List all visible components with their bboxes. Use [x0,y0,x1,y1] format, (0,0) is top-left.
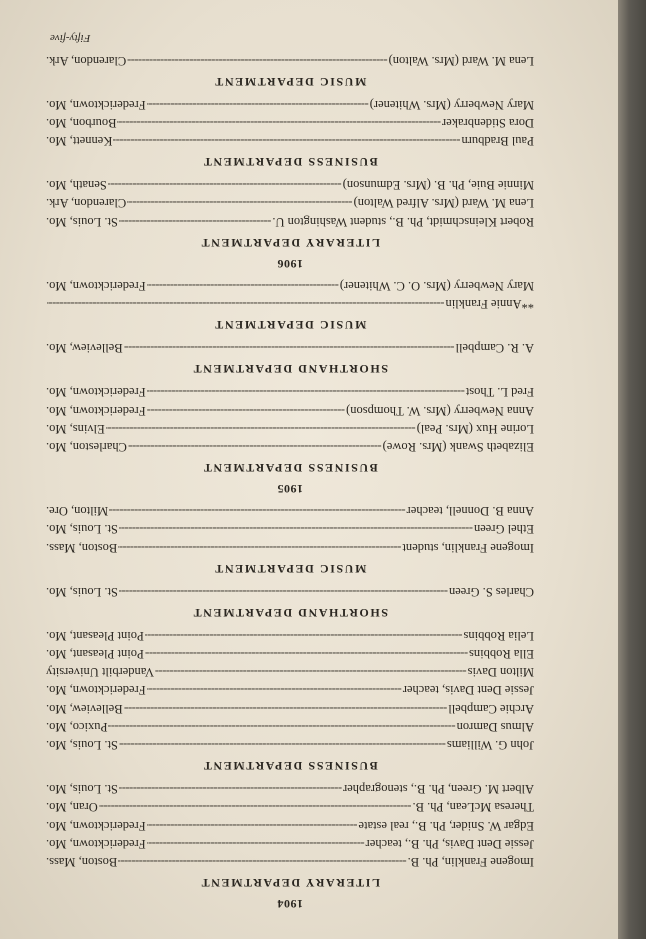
dot-leader [128,438,382,456]
graduate-entry [46,816,534,834]
graduate-location: Senath, Mo. [46,178,107,193]
dot-leader [118,114,442,132]
graduate-location: Puxico, Mo. [46,719,108,734]
year-heading: 1905 [277,482,303,496]
dot-leader [47,295,444,313]
department-heading: LITERARY DEPARTMENT [200,235,380,250]
graduate-name: Albert M. Green, Ph. B., stenographer [343,782,534,797]
dot-leader [147,96,369,114]
graduate-name: Edgar W. Snider, Ph. B., real estate [358,818,534,833]
graduate-entry [46,295,534,313]
graduate-name: Lena M. Ward (Mrs. Alfred Walton) [353,196,534,211]
department-heading: BUSINESS DEPARTMENT [202,461,378,475]
graduate-location: Clarendon, Ark. [46,196,127,211]
graduate-entry [46,853,534,871]
graduate-name: Dora Stidenbraker [442,115,534,130]
graduate-location: St. Louis, Mo. [46,782,118,797]
dot-leader [119,780,342,798]
graduate-location: Fredericktown, Mo. [46,818,146,833]
graduate-entry [46,213,534,231]
dot-leader [119,583,448,601]
dot-leader [124,339,455,357]
graduate-location: Milton, Ore. [46,504,109,519]
page-number: Fifty-five [50,32,91,45]
graduate-entry [46,736,534,754]
graduate-location: Vanderbilt University [46,665,154,680]
dot-leader [147,835,365,853]
graduate-entry [46,420,534,438]
graduate-entry [46,798,534,816]
graduate-location: Fredericktown, Mo. [46,836,146,851]
dot-leader [124,699,448,717]
graduate-name: Paul Bradburn [461,134,534,149]
graduate-name: A. R. Campbell [455,341,534,356]
graduate-name: Imogene Franklin, Ph. B. [407,855,534,869]
graduate-location: Kennett, Mo. [46,134,113,149]
graduate-location: St. Louis, Mo. [46,584,118,599]
dot-leader [106,420,416,438]
dot-leader [147,383,465,401]
graduate-location: Bourbon, Mo. [46,115,117,130]
dot-leader [145,627,463,645]
graduate-entry [46,176,534,194]
department-heading: BUSINESS DEPARTMENT [202,759,378,774]
graduate-entry [46,583,534,601]
graduate-location: Point Pleasant, Mo. [46,647,144,662]
department-heading: SHORTHAND DEPARTMENT [192,605,388,620]
graduate-name: Robert Kleinschmidt, Ph. B., student Washington U. [272,214,534,229]
graduate-location: Boston, Mass. [46,540,118,555]
department-heading: SHORTHAND DEPARTMENT [192,362,388,377]
graduate-location: Fredericktown, Mo. [46,278,146,293]
graduate-location: Fredericktown, Mo. [46,97,146,112]
year-heading: 1906 [277,256,303,271]
graduate-entry [46,627,534,645]
graduate-name: Imogene Franklin, student [402,540,534,555]
book-binding-edge [618,0,646,939]
graduate-name: Lena M. Ward (Mrs. Walton) [388,53,534,68]
dot-leader [119,736,446,754]
dot-leader [109,502,405,520]
dot-leader [119,520,473,538]
graduate-name: Jessie Dent Davis, Ph. B., teacher [365,836,534,851]
graduate-location: St. Louis, Mo. [46,522,118,537]
graduate-entry [46,681,534,699]
graduate-location: Belleview, Mo. [46,341,123,356]
dot-leader [147,816,358,834]
graduate-name: Anna Newberry (Mrs. W. Thompson) [346,403,534,418]
department-heading: MUSIC DEPARTMENT [213,74,367,89]
graduate-entry [46,538,534,556]
graduate-name: Ethel Green [473,522,534,537]
graduate-name: Mary Newberry (Mrs. O. C. Whitener) [339,278,534,293]
graduate-name: Lelia Robbins [463,628,534,643]
graduate-name: Jessie Dent Davis, teacher [402,683,534,698]
graduate-name: Minnie Buie, Ph. B. (Mrs. Edmunson) [342,178,534,193]
dot-leader [155,663,467,681]
department-heading: BUSINESS DEPARTMENT [202,155,378,170]
graduate-entry [46,520,534,538]
dot-leader [108,718,455,736]
alumni-list [46,29,534,911]
graduate-entry [46,277,534,295]
dot-leader [99,798,412,816]
graduate-name: Theresa McLean, Ph. B. [412,800,534,815]
graduate-location: Clarendon, Ark. [46,53,127,68]
dot-leader [127,51,387,69]
graduate-name: **Annie Franklin [445,297,534,312]
graduate-entry [46,194,534,212]
graduate-name: Elizabeth Swank (Mrs. Rowe) [382,440,534,454]
graduate-entry [46,438,534,456]
graduate-location: Belleview, Mo. [46,701,123,716]
graduate-entry [46,502,534,520]
dot-leader [118,538,401,556]
department-heading: MUSIC DEPARTMENT [213,318,367,333]
graduate-entry [46,339,534,357]
department-heading: MUSIC DEPARTMENT [213,561,367,576]
graduate-name: John G. Williams [446,738,534,753]
graduate-name: Charles S. Green [448,584,534,599]
graduate-location: Fredericktown, Mo. [46,385,146,400]
dot-leader [113,132,460,150]
graduate-location: Fredericktown, Mo. [46,403,146,418]
graduate-entry [46,51,534,69]
graduate-entry [46,700,534,718]
graduate-entry [46,132,534,150]
graduate-name: Ella Robbins [469,647,534,662]
graduate-location: Point Pleasant, Mo. [46,628,144,643]
graduate-entry [46,663,534,681]
graduate-location: St. Louis, Mo. [46,214,118,229]
graduate-entry [46,718,534,736]
graduate-location: Fredericktown, Mo. [46,683,146,698]
department-heading: LITERARY DEPARTMENT [200,876,380,890]
graduate-entry [46,401,534,419]
graduate-entry [46,96,534,114]
graduate-location: Boston, Mass. [46,855,118,869]
graduate-name: Milton Davis [467,665,534,680]
graduate-location: Elvins, Mo. [46,421,105,436]
dot-leader [118,853,406,871]
dot-leader [147,401,345,419]
year-heading: 1904 [277,897,303,911]
graduate-name: Almus Damron [456,719,534,734]
dot-leader [145,645,468,663]
dot-leader [147,277,339,295]
graduate-entry [46,780,534,798]
graduate-entry [46,114,534,132]
graduate-name: Archie Campbell [448,701,534,716]
graduate-location: Charleston, Mo. [46,440,127,454]
graduate-name: Lorine Hux (Mrs. Peal) [416,421,534,436]
graduate-location: Oran, Mo. [46,800,98,815]
graduate-entry [46,383,534,401]
graduate-name: Fred L. Thost [465,385,534,400]
dot-leader [119,212,272,230]
dot-leader [108,176,342,194]
graduate-location: St. Louis, Mo. [46,738,118,753]
graduate-entry [46,645,534,663]
dot-leader [127,194,352,212]
dot-leader [147,681,402,699]
graduate-name: Mary Newberry (Mrs. Whitener) [369,97,534,112]
graduate-entry [46,835,534,853]
graduate-name: Anna B. Donnell, teacher [406,504,534,519]
